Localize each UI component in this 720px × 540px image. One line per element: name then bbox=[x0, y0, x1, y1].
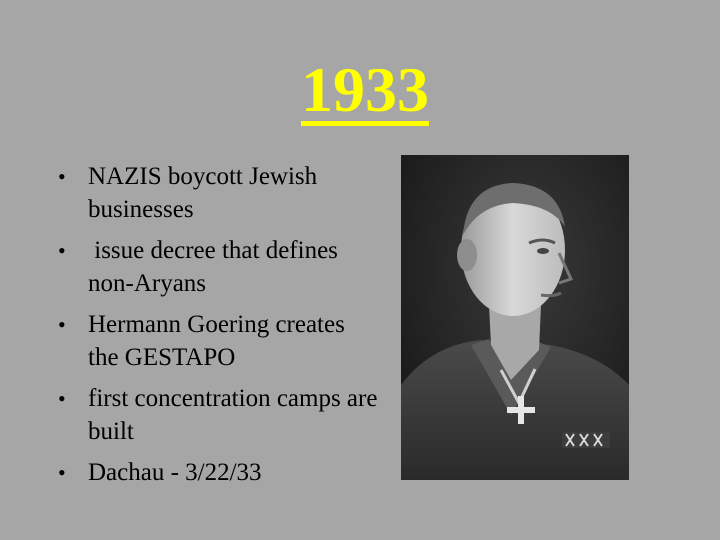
slide-title bbox=[0, 54, 720, 125]
bullet-text: issue decree that defines non-Aryans bbox=[88, 237, 345, 297]
bullet-text: first concentration camps are built bbox=[88, 385, 378, 445]
portrait-photo-icon bbox=[401, 155, 629, 480]
bullet-item bbox=[58, 160, 378, 226]
bullet-text: Dachau - 3/22/33 bbox=[88, 459, 262, 486]
bullet-icon: • bbox=[58, 164, 66, 189]
bullet-text: Hermann Goering creates the GESTAPO bbox=[88, 311, 345, 371]
portrait-photo bbox=[401, 155, 629, 480]
bullet-text: NAZIS boycott Jewish businesses bbox=[88, 163, 318, 223]
bullet-item bbox=[58, 456, 378, 489]
title-text: 1933 bbox=[301, 54, 429, 125]
bullet-icon: • bbox=[58, 312, 66, 337]
bullet-icon: • bbox=[58, 460, 66, 485]
bullet-list bbox=[58, 160, 378, 497]
bullet-icon: • bbox=[58, 386, 66, 411]
bullet-icon: • bbox=[58, 238, 66, 263]
bullet-item bbox=[58, 308, 378, 374]
bullet-item bbox=[58, 382, 378, 448]
bullet-item bbox=[58, 234, 378, 300]
